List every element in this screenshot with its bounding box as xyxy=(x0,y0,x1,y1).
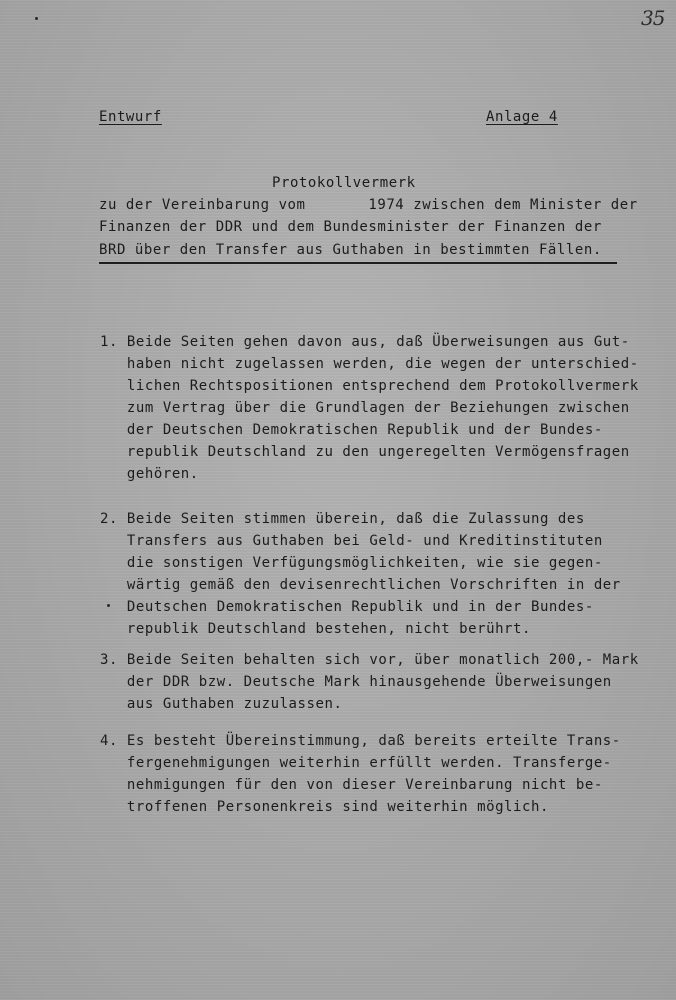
item-line: aus Guthaben zuzulassen. xyxy=(100,696,343,712)
item-line: 4. Es besteht Übereinstimmung, daß bereits erteilte Trans- xyxy=(100,733,621,749)
item-line: wärtig gemäß den devisenrechtlichen Vorschriften in der xyxy=(100,577,621,593)
item-line: nehmigungen für den von dieser Vereinbarung nicht be- xyxy=(100,777,603,793)
paper-speck xyxy=(35,17,38,20)
item-line: Deutschen Demokratischen Republik und in der Bundes- xyxy=(100,599,594,615)
item-line: lichen Rechtspositionen entsprechend dem Protokollvermerk xyxy=(100,378,639,394)
title-line: zu der Vereinbarung vom 1974 zwischen dem Minister der xyxy=(99,197,638,213)
item-line: fergenehmigungen weiterhin erfüllt werden. Transferge- xyxy=(100,755,612,771)
item-line: haben nicht zugelassen werden, die wegen der unterschied- xyxy=(100,356,639,372)
page-number: 35 xyxy=(641,6,665,30)
document-heading: Protokollvermerk xyxy=(272,175,416,191)
item-line: Transfers aus Guthaben bei Geld- und Kreditinstituten xyxy=(100,533,603,549)
item-line: 3. Beide Seiten behalten sich vor, über monatlich 200,- Mark xyxy=(100,652,639,668)
list-item xyxy=(100,508,630,640)
item-line: gehören. xyxy=(100,466,199,482)
draft-label: Entwurf xyxy=(99,109,162,125)
item-line: der Deutschen Demokratischen Republik und der Bundes- xyxy=(100,422,603,438)
item-line: republik Deutschland bestehen, nicht berührt. xyxy=(100,621,531,637)
item-line: der DDR bzw. Deutsche Mark hinausgehende Überweisungen xyxy=(100,674,612,690)
title-line: BRD über den Transfer aus Guthaben in bestimmten Fällen. xyxy=(99,242,602,258)
title-underline xyxy=(99,262,617,264)
item-line: republik Deutschland zu den ungeregelten Vermögensfragen xyxy=(100,444,630,460)
list-item xyxy=(100,331,639,485)
item-line: troffenen Personenkreis sind weiterhin möglich. xyxy=(100,799,549,815)
list-item xyxy=(100,730,630,818)
title-line: Finanzen der DDR und dem Bundesminister der Finanzen der xyxy=(99,219,602,235)
item-line: 1. Beide Seiten gehen davon aus, daß Überweisungen aus Gut- xyxy=(100,334,630,350)
list-item xyxy=(100,649,639,715)
annex-label: Anlage 4 xyxy=(486,109,558,125)
item-line: zum Vertrag über die Grundlagen der Beziehungen zwischen xyxy=(100,400,630,416)
item-line: die sonstigen Verfügungsmöglichkeiten, wie sie gegen- xyxy=(100,555,603,571)
item-line: 2. Beide Seiten stimmen überein, daß die Zulassung des xyxy=(100,511,585,527)
